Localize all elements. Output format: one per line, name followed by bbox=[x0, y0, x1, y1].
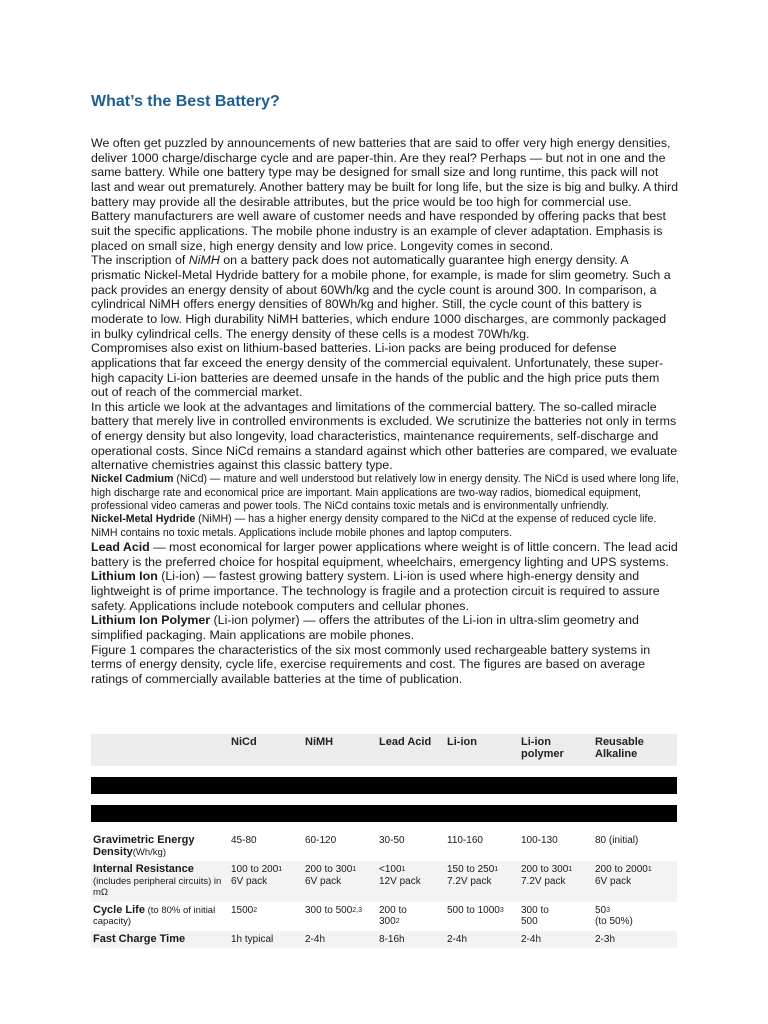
black-bar bbox=[91, 805, 677, 822]
table-header-row bbox=[91, 734, 677, 766]
table-cell: 300 to 500$^{2,3}$ bbox=[305, 904, 362, 916]
black-bar bbox=[91, 777, 677, 794]
spacer-row bbox=[91, 822, 677, 832]
definition-lead-acid bbox=[91, 540, 679, 569]
paragraph: In this article we look at the advantages and limitations of the commercial battery. The so-called miracle battery that merely live in controlled environments is excluded. We scrutinize the batteries not only in terms of energy density but also longevity, load characteristics, maintenance requirements, self-discharge and operational costs. Since NiCd remains a standard against which other batteries are compared, we evaluate alternative chemistries against this classic battery type. bbox=[91, 399, 678, 473]
table-cell: 2-4h bbox=[305, 933, 326, 945]
header-nicd: NiCd bbox=[231, 736, 257, 748]
table-row bbox=[91, 861, 677, 902]
table-row bbox=[91, 902, 677, 931]
table-cell: $50^3$ (to 50%) bbox=[595, 904, 633, 927]
table-cell: 1h typical bbox=[231, 933, 274, 945]
row-label-fast-charge-time: Fast Charge Time bbox=[93, 932, 186, 945]
figure-intro: Figure 1 compares the characteristics of the six most commonly used rechargeable battery systems in terms of energy density, cycle life, exercise requirements and cost. The figures are based on average ratings of commercially available batteries at the time of publication. bbox=[91, 642, 651, 687]
paragraph: Compromises also exist on lithium-based batteries. Li-ion packs are being produced for defense applications that far exceed the energy density of the commercial equivalent. Unfortunately, these super-high capacity Li-ion batteries are deemed unsafe in the hands of the public and the high price puts them out of reach of the commercial market. bbox=[91, 341, 664, 400]
definition-text: (NiCd) — mature and well understood but relatively low in energy density. The NiCd is used where long life, high discharge rate and economical price are important. Main applications are two-way radios, biomedical equipment, professional video cameras and power tools. The NiCd contains toxic metals and is environmentally unfriendly. bbox=[91, 473, 679, 512]
definition-text: — most economical for larger power applications where weight is of little concern. The lead acid battery is the preferred choice for hospital equipment, wheelchairs, emergency lighting and UPS systems. bbox=[91, 540, 678, 569]
header-li-ion: Li-ion bbox=[447, 736, 477, 748]
text-run: The inscription of bbox=[91, 253, 189, 268]
paragraph: Battery manufacturers are well aware of customer needs and have responded by offering packs that best suit the specific applications. The mobile phone industry is an example of clever adaptation. Emphasis is placed on small size, high energy density and low price. Longevity comes in second. bbox=[91, 209, 666, 253]
paragraph: We often get puzzled by announcements of new batteries that are said to offer very high energy densities, deliver 1000 charge/discharge cycle and are paper-thin. Are they real? Perhaps — but not in one and the same battery. While one battery type may be designed for small size and long runtime, this pack will not last and wear out prematurely. Another battery may be built for long life, but the size is big and bulky. A third battery may provide all the desirable attributes, but the price would be too high for commercial use. bbox=[91, 136, 679, 209]
table-cell: 80 (initial) bbox=[595, 835, 639, 846]
table-row bbox=[91, 832, 677, 861]
table-cell: 2-4h bbox=[447, 933, 468, 945]
header-nimh: NiMH bbox=[305, 736, 334, 748]
definition-nicd bbox=[91, 473, 679, 513]
table-cell: 300 to 500 bbox=[521, 904, 549, 927]
table-cell: 200 to $300^1$ 6V pack bbox=[305, 864, 357, 887]
term-lead-acid: Lead Acid bbox=[91, 540, 150, 555]
definition-lithium-ion-polymer bbox=[91, 613, 679, 642]
table-cell: 100-130 bbox=[521, 835, 558, 846]
definition-lithium-ion bbox=[91, 569, 679, 613]
table-row bbox=[91, 931, 677, 949]
row-label-gravimetric-energy: Gravimetric Energy Density(Wh/kg) bbox=[93, 834, 195, 858]
battery-comparison-table bbox=[91, 734, 677, 948]
row-label-cycle-life: Cycle Life (to 80% of initial capacity) bbox=[93, 903, 216, 927]
header-cell-empty bbox=[91, 734, 229, 766]
table-cell: 200 to $300^1$ 7.2V pack bbox=[521, 864, 573, 887]
table-cell: 2-3h bbox=[595, 933, 616, 945]
table-cell: 200 to 2000$^1$ 6V pack bbox=[595, 864, 652, 887]
header-li-ion-polymer: Li-ion polymer bbox=[521, 736, 564, 760]
table-cell: 150 to $250^1$ 7.2V pack bbox=[447, 864, 499, 887]
term-lithium-ion: Lithium Ion bbox=[91, 569, 158, 584]
row-label-internal-resistance: Internal Resistance (includes peripheral circuits) in mΩ bbox=[93, 863, 222, 898]
table-cell: 45-80 bbox=[231, 835, 257, 846]
table-cell: $<100^1$ 12V pack bbox=[379, 864, 421, 887]
table-cell: 30-50 bbox=[379, 835, 405, 846]
table-cell: 1500$^2$ bbox=[231, 904, 258, 916]
table-cell: 200 to $300^2$ bbox=[379, 904, 407, 927]
table-cell: 2-4h bbox=[521, 933, 542, 945]
term-lithium-ion-polymer: Lithium Ion Polymer bbox=[91, 613, 211, 628]
definition-text: (NiMH) — has a higher energy density compared to the NiCd at the expense of reduced cycle life. NiMH contains no toxic metals. Applications include mobile phones and laptop computers. bbox=[91, 513, 657, 539]
table-cell: 100 to $200^1$ 6V pack bbox=[231, 864, 283, 887]
spacer-row bbox=[91, 766, 677, 777]
emphasis-nimh: NiMH bbox=[188, 253, 220, 268]
text-run: on a battery pack does not automatically guarantee high energy density. A prismatic Nickel-Metal Hydride battery for a mobile phone, for example, is made for slim geometry. Such a pack provides an energy density of about 60Wh/kg and the cycle count is around 300. In comparison, a cylindrical NiMH offers energy densities of 80Wh/kg and higher. Still, the cycle count of this battery is moderate to low. High durability NiMH batteries, which endure 1000 discharges, are commonly packaged in bulky cylindrical cells. The energy density of these cells is a modest 70Wh/kg. bbox=[91, 253, 671, 341]
term-nimh: Nickel-Metal Hydride bbox=[91, 513, 196, 526]
definition-text: (Li-ion polymer) — offers the attributes of the Li-ion in ultra-slim geometry and simplified packaging. Main applications are mobile phones. bbox=[91, 613, 639, 643]
term-nicd: Nickel Cadmium bbox=[91, 473, 174, 486]
table-cell: 110-160 bbox=[447, 835, 483, 846]
article-body bbox=[91, 136, 679, 687]
header-lead-acid: Lead Acid bbox=[379, 736, 432, 748]
table-cell: 8-16h bbox=[379, 933, 405, 945]
spacer-row bbox=[91, 794, 677, 805]
definition-nimh bbox=[91, 513, 679, 540]
page-title: What’s the Best Battery? bbox=[91, 93, 280, 110]
definition-text: (Li-ion) — fastest growing battery system. Li-ion is used where high-energy density and lightweight is of prime importance. The technology is fragile and a protection circuit is required to assure safety. Applications include notebook computers and cellular phones. bbox=[91, 569, 660, 613]
table-cell: 500 to 1000$^3$ bbox=[447, 904, 504, 916]
paragraph bbox=[91, 253, 679, 341]
header-reusable-alkaline: Reusable Alkaline bbox=[595, 736, 644, 760]
table-cell: 60-120 bbox=[305, 835, 337, 846]
